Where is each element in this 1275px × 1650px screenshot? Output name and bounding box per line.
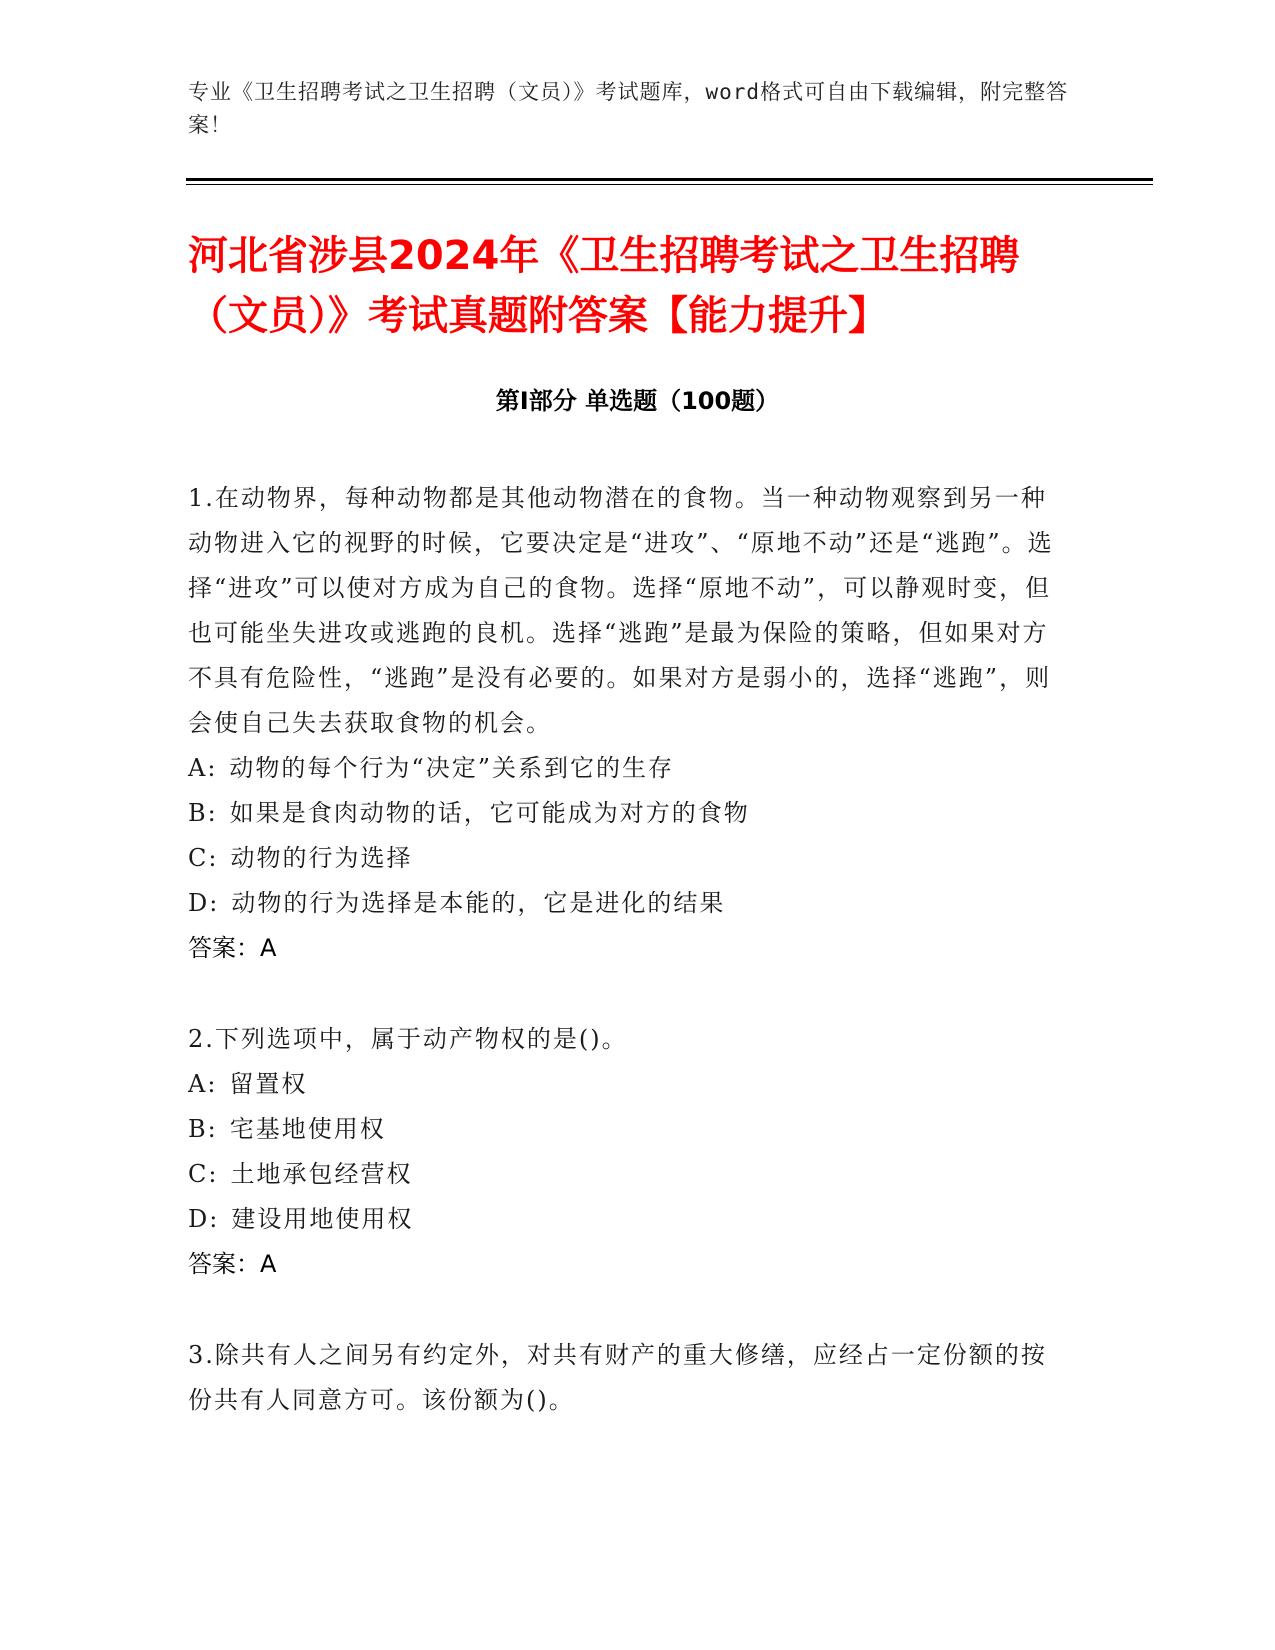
header-note: 专业《卫生招聘考试之卫生招聘（文员）》考试题库，word格式可自由下载编辑，附完整答案！ [188,80,1069,137]
question-1 [188,476,1068,971]
option-text: 建设用地使用权 [231,1205,414,1233]
option-text: 宅基地使用权 [229,1115,386,1143]
option-text: 动物的行为选择 [230,844,413,872]
answer: 答案：A [188,1250,277,1278]
header-divider-thick [186,178,1153,181]
option-text: 留置权 [229,1070,308,1098]
option-c [188,1152,1068,1197]
option-letter: A: [188,754,218,782]
option-letter: A: [188,1070,218,1098]
option-d [188,1197,1068,1242]
option-text: 动物的行为选择是本能的，它是进化的结果 [231,889,726,917]
question-stem: 2.下列选项中，属于动产物权的是()。 [188,1025,628,1053]
option-text: 土地承包经营权 [230,1160,413,1188]
document-title: 河北省涉县2024年《卫生招聘考试之卫生招聘（文员）》考试真题附答案【能力提升】 [188,233,1020,339]
option-letter: B: [188,1115,218,1143]
option-letter: D: [188,889,220,917]
question-2 [188,1017,1068,1287]
question-3 [188,1333,1068,1423]
option-c [188,836,1068,881]
option-a [188,1062,1068,1107]
section-title: 第I部分 单选题（100题） [495,387,780,415]
option-text: 如果是食肉动物的话，它可能成为对方的食物 [229,799,750,827]
question-stem: 1.在动物界，每种动物都是其他动物潜在的食物。当一种动物观察到另一种动物进入它的视野的时候，它要决定是“进攻”、“原地不动”还是“逃跑”。选择“进攻”可以使对方成为自己的食物。选择“原地不动”，可以静观时变，但也可能坐失进攻或逃跑的良机。选择“逃跑”是最为保险的策略，但如果对方不具有危险性，“逃跑”是没有必要的。如果对方是弱小的，选择“逃跑”，则会使自己失去获取食物的机会。 [188,484,1054,737]
option-a [188,746,1068,791]
option-text: 动物的每个行为“决定”关系到它的生存 [229,754,674,782]
question-stem: 3.除共有人之间另有约定外，对共有财产的重大修缮，应经占一定份额的按份共有人同意方可。该份额为()。 [188,1341,1047,1414]
question-list [188,476,1068,1469]
option-b [188,1107,1068,1152]
option-d [188,881,1068,926]
option-letter: B: [188,799,218,827]
option-letter: C: [188,1160,219,1188]
option-letter: D: [188,1205,220,1233]
option-letter: C: [188,844,219,872]
header-divider-thin [186,184,1153,185]
option-b [188,791,1068,836]
answer: 答案：A [188,934,277,962]
